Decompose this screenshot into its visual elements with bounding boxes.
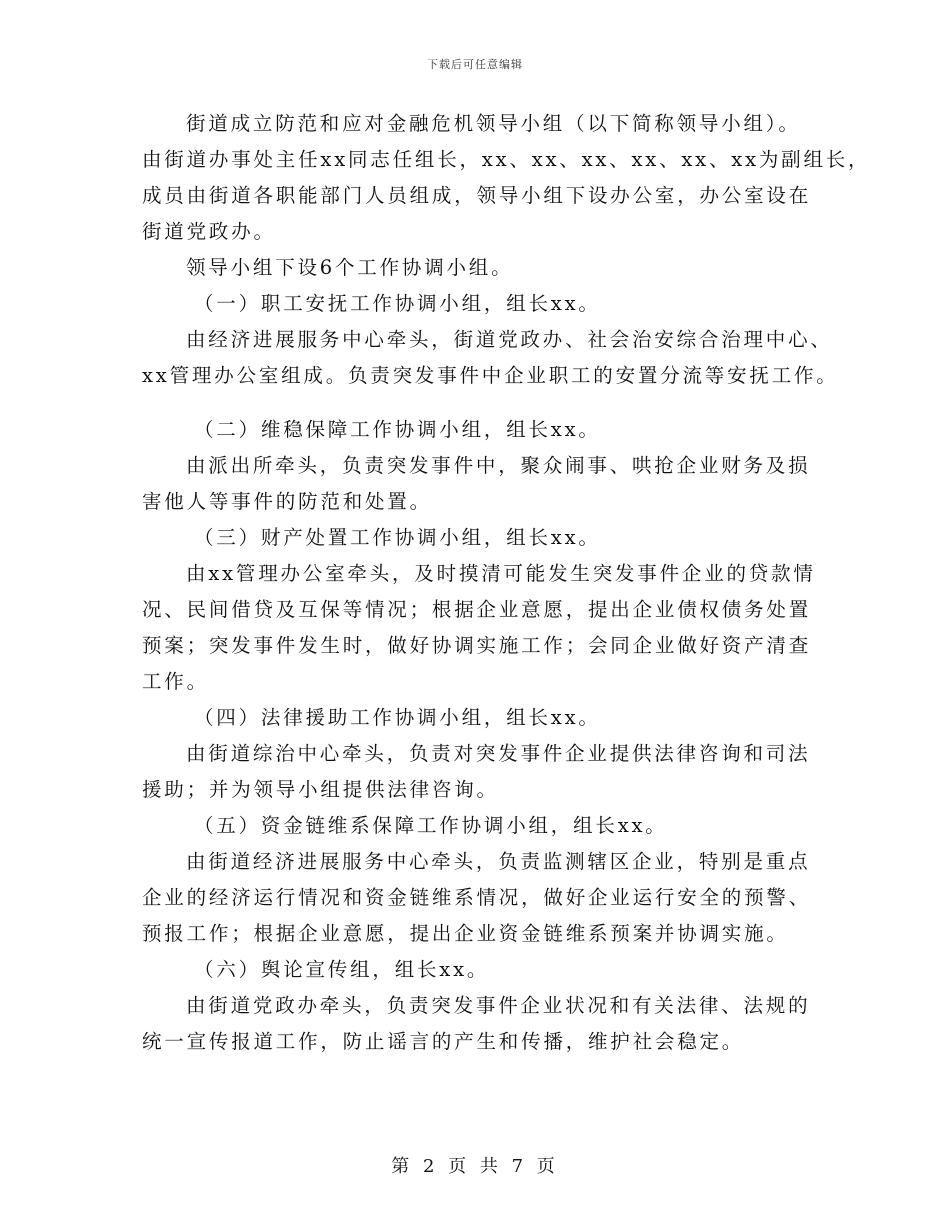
header-note: 下载后可任意编辑 — [427, 58, 523, 71]
section-heading: （五）资金链维系保障工作协调小组，组长xx。 — [194, 814, 668, 837]
paragraph-line: xx管理办公室组成。负责突发事件中企业职工的安置分流等安抚工作。 — [142, 364, 839, 387]
paragraph-line: 领导小组下设6个工作协调小组。 — [186, 256, 514, 279]
page-number: 第 2 页 共 7 页 — [391, 1156, 559, 1177]
paragraph-line: 害他人等事件的防范和处置。 — [142, 490, 432, 513]
paragraph-line: 由街道综治中心牵头，负责对突发事件企业提供法律咨询和司法 — [186, 742, 811, 765]
paragraph-line: 成员由街道各职能部门人员组成，领导小组下设办公室，办公室设在 — [142, 184, 812, 207]
section-heading: （四）法律援助工作协调小组，组长xx。 — [194, 706, 601, 729]
section-heading: （一）职工安抚工作协调小组，组长xx。 — [194, 292, 601, 315]
document-body — [142, 106, 871, 1060]
paragraph-line: 由派出所牵头，负责突发事件中，聚众闹事、哄抢企业财务及损 — [186, 454, 811, 477]
paragraph-line: 由xx管理办公室牵头，及时摸清可能发生突发事件企业的贷款情 — [186, 562, 816, 585]
section-heading: （三）财产处置工作协调小组，组长xx。 — [194, 526, 601, 549]
paragraph-line: 街道党政办。 — [142, 220, 276, 243]
paragraph-line: 况、民间借贷及互保等情况；根据企业意愿，提出企业债权债务处置 — [142, 598, 812, 621]
paragraph-gap — [142, 394, 818, 412]
paragraph-line: 由街道办事处主任xx同志任组长，xx、xx、xx、xx、xx、xx为副组长， — [142, 148, 871, 171]
paragraph-line: 街道成立防范和应对金融危机领导小组（以下简称领导小组）。 — [186, 112, 801, 135]
paragraph-line: 由经济进展服务中心牵头，街道党政办、社会治安综合治理中心、 — [186, 328, 833, 351]
paragraph-line: 工作。 — [142, 670, 209, 693]
paragraph-line: 企业的经济运行情况和资金链维系情况，做好企业运行安全的预警、 — [142, 886, 812, 909]
paragraph-line: 由街道经济进展服务中心牵头，负责监测辖区企业，特别是重点 — [186, 850, 811, 873]
paragraph-line: 由街道党政办牵头，负责突发事件企业状况和有关法律、法规的 — [186, 994, 811, 1017]
paragraph-line: 预报工作；根据企业意愿，提出企业资金链维系预案并协调实施。 — [142, 922, 789, 945]
paragraph-line: 统一宣传报道工作，防止谣言的产生和传播，维护社会稳定。 — [142, 1030, 745, 1053]
paragraph-line: 援助；并为领导小组提供法律咨询。 — [142, 778, 499, 801]
section-heading: （二）维稳保障工作协调小组，组长xx。 — [194, 418, 601, 441]
section-heading: （六）舆论宣传组，组长xx。 — [194, 958, 490, 981]
paragraph-line: 预案；突发事件发生时，做好协调实施工作；会同企业做好资产清查 — [142, 634, 812, 657]
